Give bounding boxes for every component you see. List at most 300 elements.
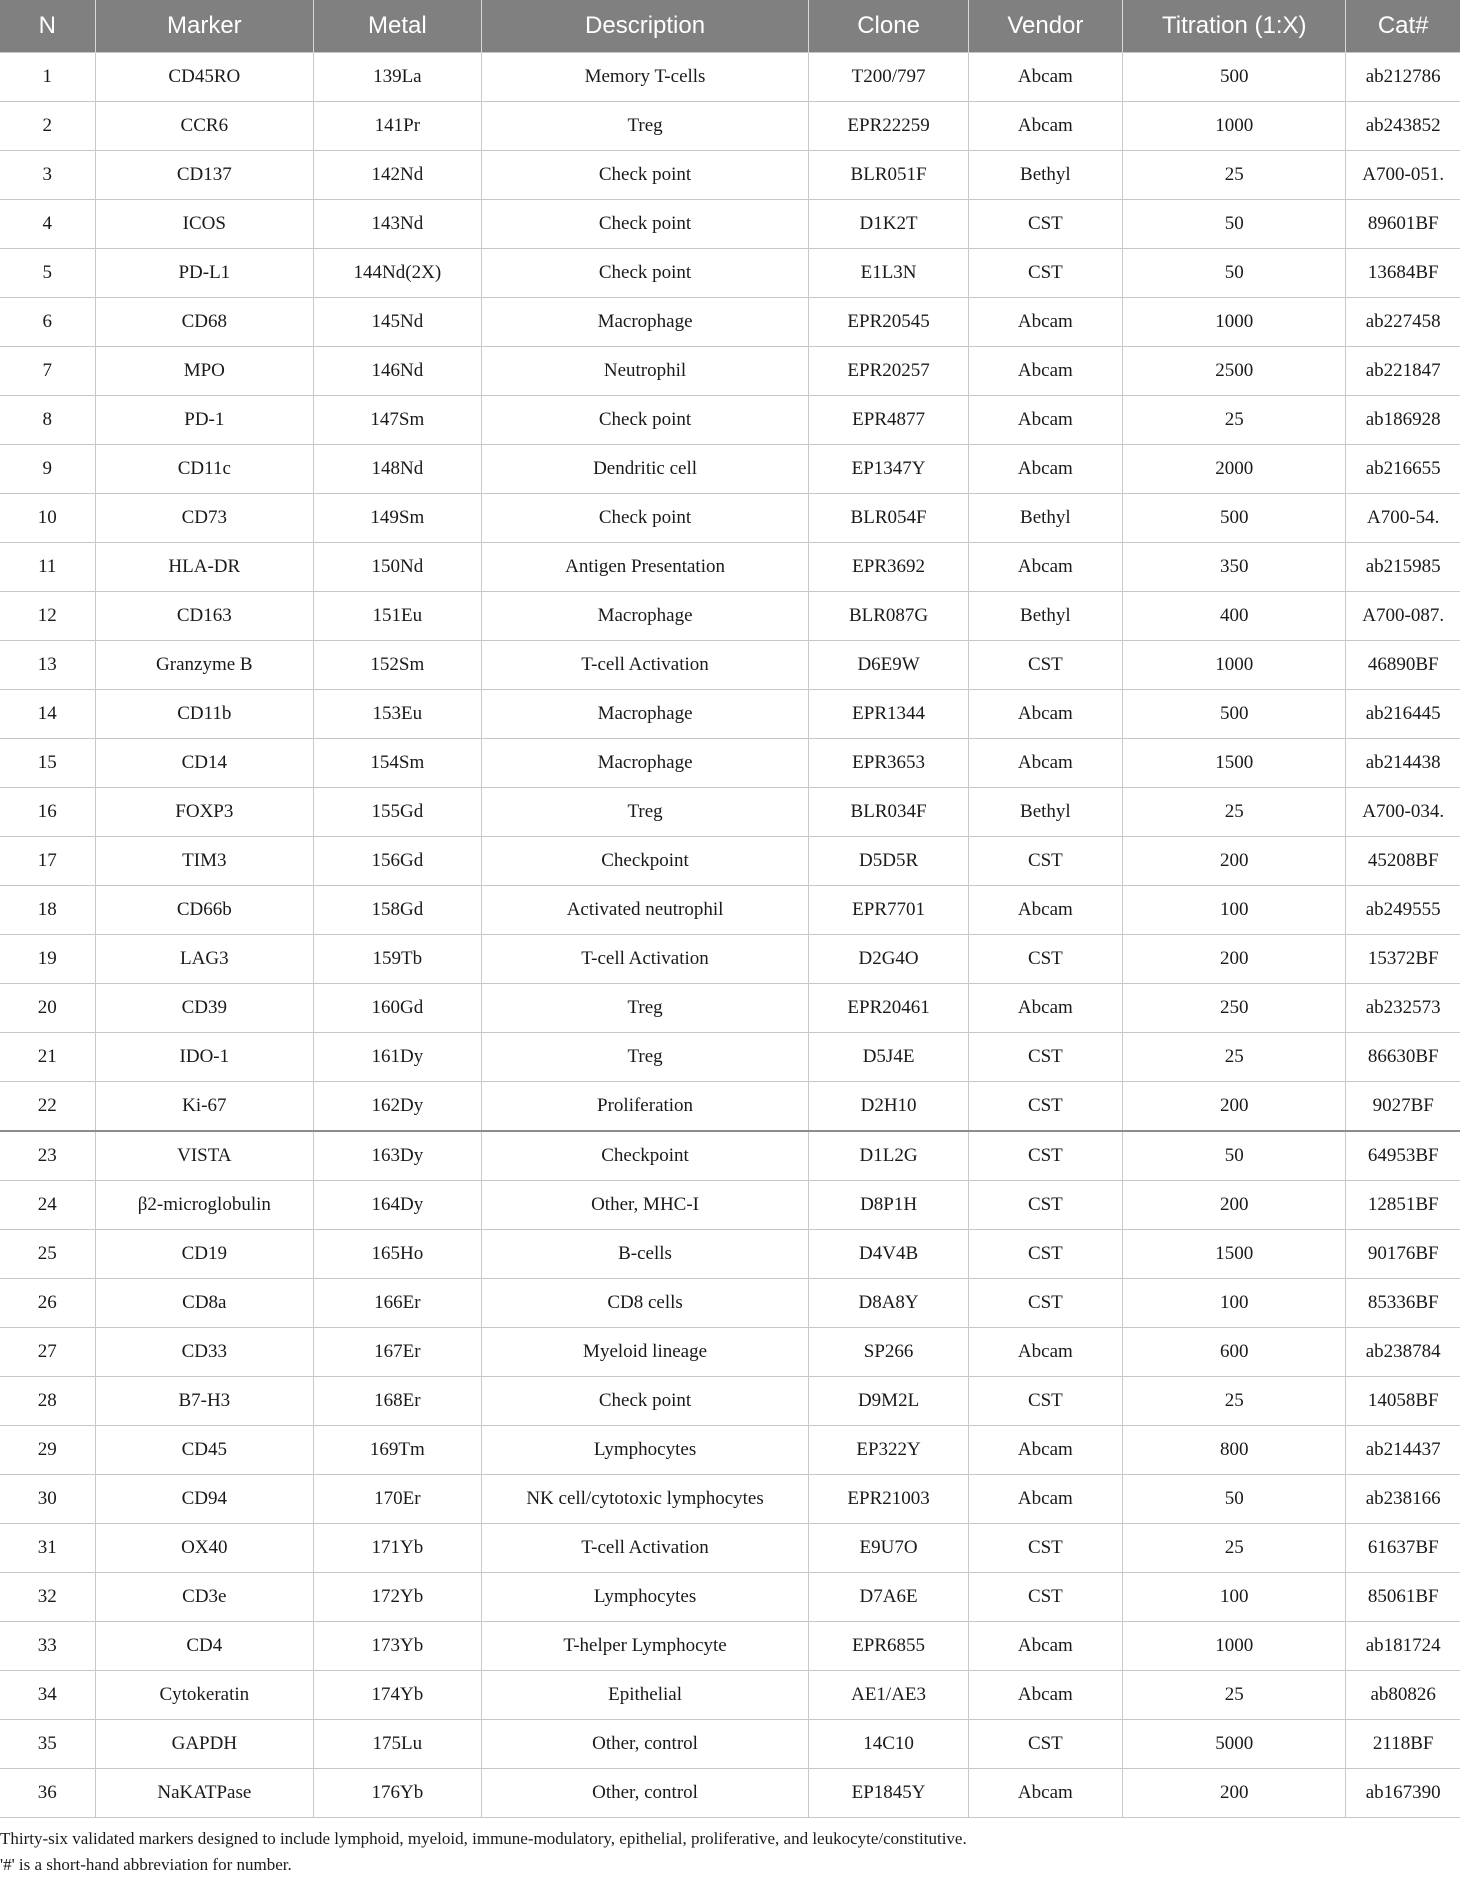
cell-clone: EPR4877 bbox=[809, 396, 968, 445]
cell-clone: D8P1H bbox=[809, 1181, 968, 1230]
cell-marker: IDO-1 bbox=[95, 1033, 314, 1082]
cell-clone: D5J4E bbox=[809, 1033, 968, 1082]
cell-description: Macrophage bbox=[481, 298, 809, 347]
cell-metal: 164Dy bbox=[314, 1181, 482, 1230]
cell-titration: 250 bbox=[1123, 984, 1346, 1033]
column-header-cat: Cat# bbox=[1346, 0, 1460, 53]
table-row bbox=[0, 543, 1460, 592]
cell-description: Antigen Presentation bbox=[481, 543, 809, 592]
table-row bbox=[0, 1573, 1460, 1622]
cell-marker: CD137 bbox=[95, 151, 314, 200]
cell-vendor: Abcam bbox=[968, 1622, 1122, 1671]
table-row bbox=[0, 102, 1460, 151]
cell-marker: CCR6 bbox=[95, 102, 314, 151]
cell-n: 10 bbox=[0, 494, 95, 543]
cell-n: 28 bbox=[0, 1377, 95, 1426]
cell-clone: BLR054F bbox=[809, 494, 968, 543]
cell-cat: A700-087. bbox=[1346, 592, 1460, 641]
cell-description: Check point bbox=[481, 494, 809, 543]
cell-vendor: Abcam bbox=[968, 1769, 1122, 1818]
cell-n: 22 bbox=[0, 1082, 95, 1132]
cell-metal: 155Gd bbox=[314, 788, 482, 837]
cell-vendor: Abcam bbox=[968, 347, 1122, 396]
cell-n: 34 bbox=[0, 1671, 95, 1720]
table-row bbox=[0, 592, 1460, 641]
cell-vendor: Bethyl bbox=[968, 788, 1122, 837]
cell-marker: PD-1 bbox=[95, 396, 314, 445]
cell-description: Treg bbox=[481, 788, 809, 837]
table-row bbox=[0, 1720, 1460, 1769]
cell-marker: CD45RO bbox=[95, 53, 314, 102]
cell-description: Lymphocytes bbox=[481, 1426, 809, 1475]
cell-cat: ab238166 bbox=[1346, 1475, 1460, 1524]
table-row bbox=[0, 200, 1460, 249]
cell-titration: 100 bbox=[1123, 886, 1346, 935]
cell-vendor: Abcam bbox=[968, 1426, 1122, 1475]
cell-n: 33 bbox=[0, 1622, 95, 1671]
cell-description: Checkpoint bbox=[481, 1131, 809, 1181]
table-row bbox=[0, 739, 1460, 788]
cell-metal: 171Yb bbox=[314, 1524, 482, 1573]
cell-description: T-helper Lymphocyte bbox=[481, 1622, 809, 1671]
cell-titration: 25 bbox=[1123, 1524, 1346, 1573]
cell-marker: CD19 bbox=[95, 1230, 314, 1279]
cell-metal: 153Eu bbox=[314, 690, 482, 739]
cell-titration: 200 bbox=[1123, 1181, 1346, 1230]
cell-marker: MPO bbox=[95, 347, 314, 396]
cell-cat: ab221847 bbox=[1346, 347, 1460, 396]
table-footnotes bbox=[0, 1818, 1460, 1878]
cell-description: Macrophage bbox=[481, 690, 809, 739]
cell-vendor: CST bbox=[968, 837, 1122, 886]
cell-clone: EP1845Y bbox=[809, 1769, 968, 1818]
cell-metal: 139La bbox=[314, 53, 482, 102]
cell-clone: BLR034F bbox=[809, 788, 968, 837]
cell-titration: 500 bbox=[1123, 53, 1346, 102]
table-row bbox=[0, 1033, 1460, 1082]
cell-marker: CD33 bbox=[95, 1328, 314, 1377]
cell-description: T-cell Activation bbox=[481, 1524, 809, 1573]
cell-marker: CD8a bbox=[95, 1279, 314, 1328]
cell-cat: 14058BF bbox=[1346, 1377, 1460, 1426]
table-row bbox=[0, 347, 1460, 396]
cell-description: Check point bbox=[481, 151, 809, 200]
cell-marker: CD66b bbox=[95, 886, 314, 935]
cell-n: 12 bbox=[0, 592, 95, 641]
cell-cat: ab80826 bbox=[1346, 1671, 1460, 1720]
cell-clone: D1K2T bbox=[809, 200, 968, 249]
cell-marker: CD11b bbox=[95, 690, 314, 739]
cell-vendor: Abcam bbox=[968, 1671, 1122, 1720]
cell-marker: CD14 bbox=[95, 739, 314, 788]
cell-cat: ab249555 bbox=[1346, 886, 1460, 935]
cell-metal: 146Nd bbox=[314, 347, 482, 396]
cell-marker: OX40 bbox=[95, 1524, 314, 1573]
cell-cat: 13684BF bbox=[1346, 249, 1460, 298]
table-row bbox=[0, 641, 1460, 690]
cell-n: 9 bbox=[0, 445, 95, 494]
table-row bbox=[0, 1671, 1460, 1720]
cell-clone: AE1/AE3 bbox=[809, 1671, 968, 1720]
footnote-abbreviation: '#' is a short-hand abbreviation for number. bbox=[0, 1855, 292, 1874]
cell-metal: 152Sm bbox=[314, 641, 482, 690]
cell-marker: CD39 bbox=[95, 984, 314, 1033]
cell-vendor: Abcam bbox=[968, 445, 1122, 494]
table-row bbox=[0, 690, 1460, 739]
table-row bbox=[0, 445, 1460, 494]
table-row bbox=[0, 984, 1460, 1033]
cell-cat: ab216655 bbox=[1346, 445, 1460, 494]
cell-metal: 150Nd bbox=[314, 543, 482, 592]
cell-metal: 169Tm bbox=[314, 1426, 482, 1475]
cell-titration: 25 bbox=[1123, 1377, 1346, 1426]
cell-marker: CD94 bbox=[95, 1475, 314, 1524]
cell-vendor: Abcam bbox=[968, 1328, 1122, 1377]
cell-marker: CD3e bbox=[95, 1573, 314, 1622]
cell-description: Treg bbox=[481, 984, 809, 1033]
cell-clone: EP322Y bbox=[809, 1426, 968, 1475]
cell-vendor: Bethyl bbox=[968, 494, 1122, 543]
cell-metal: 161Dy bbox=[314, 1033, 482, 1082]
cell-description: Myeloid lineage bbox=[481, 1328, 809, 1377]
cell-n: 4 bbox=[0, 200, 95, 249]
cell-metal: 154Sm bbox=[314, 739, 482, 788]
cell-marker: B7-H3 bbox=[95, 1377, 314, 1426]
cell-cat: ab215985 bbox=[1346, 543, 1460, 592]
cell-cat: ab214438 bbox=[1346, 739, 1460, 788]
cell-marker: CD4 bbox=[95, 1622, 314, 1671]
table-row bbox=[0, 1769, 1460, 1818]
cell-clone: EPR1344 bbox=[809, 690, 968, 739]
cell-cat: ab232573 bbox=[1346, 984, 1460, 1033]
cell-clone: 14C10 bbox=[809, 1720, 968, 1769]
cell-description: Lymphocytes bbox=[481, 1573, 809, 1622]
table-row bbox=[0, 494, 1460, 543]
cell-titration: 800 bbox=[1123, 1426, 1346, 1475]
cell-clone: EPR21003 bbox=[809, 1475, 968, 1524]
cell-metal: 167Er bbox=[314, 1328, 482, 1377]
cell-cat: 15372BF bbox=[1346, 935, 1460, 984]
cell-clone: E9U7O bbox=[809, 1524, 968, 1573]
cell-clone: EPR22259 bbox=[809, 102, 968, 151]
cell-marker: ICOS bbox=[95, 200, 314, 249]
cell-description: Check point bbox=[481, 249, 809, 298]
cell-n: 35 bbox=[0, 1720, 95, 1769]
cell-metal: 170Er bbox=[314, 1475, 482, 1524]
cell-titration: 1000 bbox=[1123, 1622, 1346, 1671]
cell-n: 21 bbox=[0, 1033, 95, 1082]
cell-clone: EPR3692 bbox=[809, 543, 968, 592]
cell-n: 30 bbox=[0, 1475, 95, 1524]
cell-marker: PD-L1 bbox=[95, 249, 314, 298]
cell-titration: 2000 bbox=[1123, 445, 1346, 494]
table-row bbox=[0, 396, 1460, 445]
table-row bbox=[0, 1524, 1460, 1573]
cell-cat: 12851BF bbox=[1346, 1181, 1460, 1230]
cell-titration: 400 bbox=[1123, 592, 1346, 641]
cell-metal: 173Yb bbox=[314, 1622, 482, 1671]
cell-marker: CD73 bbox=[95, 494, 314, 543]
cell-titration: 50 bbox=[1123, 200, 1346, 249]
cell-titration: 25 bbox=[1123, 1671, 1346, 1720]
cell-titration: 500 bbox=[1123, 494, 1346, 543]
cell-vendor: CST bbox=[968, 1377, 1122, 1426]
cell-n: 18 bbox=[0, 886, 95, 935]
table-row bbox=[0, 1377, 1460, 1426]
cell-cat: ab212786 bbox=[1346, 53, 1460, 102]
cell-titration: 2500 bbox=[1123, 347, 1346, 396]
cell-vendor: CST bbox=[968, 1033, 1122, 1082]
cell-vendor: Abcam bbox=[968, 543, 1122, 592]
cell-vendor: Abcam bbox=[968, 298, 1122, 347]
column-header-metal: Metal bbox=[314, 0, 482, 53]
cell-cat: 64953BF bbox=[1346, 1131, 1460, 1181]
cell-metal: 142Nd bbox=[314, 151, 482, 200]
cell-description: Check point bbox=[481, 396, 809, 445]
cell-n: 7 bbox=[0, 347, 95, 396]
cell-cat: ab167390 bbox=[1346, 1769, 1460, 1818]
cell-vendor: CST bbox=[968, 1181, 1122, 1230]
cell-titration: 25 bbox=[1123, 151, 1346, 200]
cell-titration: 100 bbox=[1123, 1279, 1346, 1328]
cell-description: Epithelial bbox=[481, 1671, 809, 1720]
cell-marker: β2-microglobulin bbox=[95, 1181, 314, 1230]
cell-cat: ab214437 bbox=[1346, 1426, 1460, 1475]
cell-metal: 172Yb bbox=[314, 1573, 482, 1622]
cell-cat: 85336BF bbox=[1346, 1279, 1460, 1328]
table-row bbox=[0, 1131, 1460, 1181]
cell-titration: 200 bbox=[1123, 837, 1346, 886]
cell-n: 15 bbox=[0, 739, 95, 788]
cell-titration: 200 bbox=[1123, 935, 1346, 984]
cell-clone: EPR6855 bbox=[809, 1622, 968, 1671]
cell-titration: 5000 bbox=[1123, 1720, 1346, 1769]
cell-clone: D7A6E bbox=[809, 1573, 968, 1622]
cell-description: CD8 cells bbox=[481, 1279, 809, 1328]
cell-marker: Ki-67 bbox=[95, 1082, 314, 1132]
cell-marker: FOXP3 bbox=[95, 788, 314, 837]
cell-vendor: Abcam bbox=[968, 1475, 1122, 1524]
cell-clone: D9M2L bbox=[809, 1377, 968, 1426]
table-row bbox=[0, 151, 1460, 200]
cell-vendor: Abcam bbox=[968, 53, 1122, 102]
cell-description: Macrophage bbox=[481, 592, 809, 641]
table-row bbox=[0, 298, 1460, 347]
cell-vendor: CST bbox=[968, 1524, 1122, 1573]
cell-description: Other, control bbox=[481, 1720, 809, 1769]
cell-metal: 174Yb bbox=[314, 1671, 482, 1720]
table-row bbox=[0, 935, 1460, 984]
cell-vendor: CST bbox=[968, 1573, 1122, 1622]
column-header-n: N bbox=[0, 0, 95, 53]
cell-clone: BLR087G bbox=[809, 592, 968, 641]
cell-cat: ab227458 bbox=[1346, 298, 1460, 347]
cell-titration: 100 bbox=[1123, 1573, 1346, 1622]
cell-cat: ab181724 bbox=[1346, 1622, 1460, 1671]
cell-n: 27 bbox=[0, 1328, 95, 1377]
cell-metal: 143Nd bbox=[314, 200, 482, 249]
header-row bbox=[0, 0, 1460, 53]
cell-metal: 160Gd bbox=[314, 984, 482, 1033]
cell-vendor: CST bbox=[968, 1230, 1122, 1279]
cell-metal: 165Ho bbox=[314, 1230, 482, 1279]
cell-marker: GAPDH bbox=[95, 1720, 314, 1769]
column-header-marker: Marker bbox=[95, 0, 314, 53]
column-header-clone: Clone bbox=[809, 0, 968, 53]
cell-description: Proliferation bbox=[481, 1082, 809, 1132]
cell-description: Treg bbox=[481, 1033, 809, 1082]
cell-n: 36 bbox=[0, 1769, 95, 1818]
cell-marker: HLA-DR bbox=[95, 543, 314, 592]
cell-n: 13 bbox=[0, 641, 95, 690]
cell-metal: 149Sm bbox=[314, 494, 482, 543]
cell-titration: 1500 bbox=[1123, 739, 1346, 788]
cell-description: B-cells bbox=[481, 1230, 809, 1279]
cell-metal: 163Dy bbox=[314, 1131, 482, 1181]
cell-clone: D1L2G bbox=[809, 1131, 968, 1181]
cell-titration: 50 bbox=[1123, 1131, 1346, 1181]
cell-titration: 1000 bbox=[1123, 102, 1346, 151]
cell-marker: TIM3 bbox=[95, 837, 314, 886]
cell-cat: 90176BF bbox=[1346, 1230, 1460, 1279]
cell-vendor: CST bbox=[968, 641, 1122, 690]
cell-titration: 1000 bbox=[1123, 298, 1346, 347]
cell-n: 20 bbox=[0, 984, 95, 1033]
cell-titration: 25 bbox=[1123, 1033, 1346, 1082]
cell-n: 2 bbox=[0, 102, 95, 151]
cell-n: 1 bbox=[0, 53, 95, 102]
cell-clone: EPR3653 bbox=[809, 739, 968, 788]
cell-n: 3 bbox=[0, 151, 95, 200]
cell-description: NK cell/cytotoxic lymphocytes bbox=[481, 1475, 809, 1524]
cell-cat: A700-54. bbox=[1346, 494, 1460, 543]
cell-cat: ab238784 bbox=[1346, 1328, 1460, 1377]
cell-titration: 350 bbox=[1123, 543, 1346, 592]
cell-n: 32 bbox=[0, 1573, 95, 1622]
cell-metal: 159Tb bbox=[314, 935, 482, 984]
cell-titration: 1000 bbox=[1123, 641, 1346, 690]
cell-description: Other, MHC-I bbox=[481, 1181, 809, 1230]
table-row bbox=[0, 53, 1460, 102]
cell-metal: 145Nd bbox=[314, 298, 482, 347]
cell-cat: 45208BF bbox=[1346, 837, 1460, 886]
cell-vendor: CST bbox=[968, 249, 1122, 298]
table-row bbox=[0, 1426, 1460, 1475]
cell-clone: E1L3N bbox=[809, 249, 968, 298]
cell-vendor: Bethyl bbox=[968, 151, 1122, 200]
cell-metal: 166Er bbox=[314, 1279, 482, 1328]
cell-vendor: CST bbox=[968, 1082, 1122, 1132]
footnote-description: Thirty-six validated markers designed to include lymphoid, myeloid, immune-modulatory, epithelial, proliferative, and leukocyte/constitutive. bbox=[0, 1829, 967, 1848]
cell-cat: 86630BF bbox=[1346, 1033, 1460, 1082]
cell-clone: BLR051F bbox=[809, 151, 968, 200]
cell-metal: 176Yb bbox=[314, 1769, 482, 1818]
cell-vendor: Abcam bbox=[968, 739, 1122, 788]
table-body bbox=[0, 53, 1460, 1818]
cell-vendor: Abcam bbox=[968, 886, 1122, 935]
cell-n: 25 bbox=[0, 1230, 95, 1279]
cell-marker: CD45 bbox=[95, 1426, 314, 1475]
table-row bbox=[0, 1230, 1460, 1279]
table-row bbox=[0, 1082, 1460, 1132]
cell-metal: 162Dy bbox=[314, 1082, 482, 1132]
cell-metal: 144Nd(2X) bbox=[314, 249, 482, 298]
cell-clone: EPR20461 bbox=[809, 984, 968, 1033]
cell-metal: 147Sm bbox=[314, 396, 482, 445]
cell-cat: ab186928 bbox=[1346, 396, 1460, 445]
cell-description: T-cell Activation bbox=[481, 641, 809, 690]
cell-marker: NaKATPase bbox=[95, 1769, 314, 1818]
cell-titration: 25 bbox=[1123, 788, 1346, 837]
cell-cat: 85061BF bbox=[1346, 1573, 1460, 1622]
cell-titration: 200 bbox=[1123, 1082, 1346, 1132]
cell-metal: 156Gd bbox=[314, 837, 482, 886]
cell-marker: Granzyme B bbox=[95, 641, 314, 690]
column-header-description: Description bbox=[481, 0, 809, 53]
table-row bbox=[0, 1328, 1460, 1377]
cell-marker: Cytokeratin bbox=[95, 1671, 314, 1720]
cell-description: Checkpoint bbox=[481, 837, 809, 886]
table-row bbox=[0, 1622, 1460, 1671]
table-row bbox=[0, 1279, 1460, 1328]
cell-clone: EPR20545 bbox=[809, 298, 968, 347]
cell-cat: 46890BF bbox=[1346, 641, 1460, 690]
cell-vendor: Abcam bbox=[968, 396, 1122, 445]
cell-cat: 2118BF bbox=[1346, 1720, 1460, 1769]
cell-n: 19 bbox=[0, 935, 95, 984]
cell-cat: A700-051. bbox=[1346, 151, 1460, 200]
cell-metal: 168Er bbox=[314, 1377, 482, 1426]
cell-description: Treg bbox=[481, 102, 809, 151]
cell-metal: 158Gd bbox=[314, 886, 482, 935]
table-row bbox=[0, 837, 1460, 886]
cell-titration: 600 bbox=[1123, 1328, 1346, 1377]
cell-n: 17 bbox=[0, 837, 95, 886]
cell-clone: D2H10 bbox=[809, 1082, 968, 1132]
cell-description: Dendritic cell bbox=[481, 445, 809, 494]
cell-cat: ab216445 bbox=[1346, 690, 1460, 739]
cell-n: 16 bbox=[0, 788, 95, 837]
table-row bbox=[0, 1475, 1460, 1524]
cell-description: Other, control bbox=[481, 1769, 809, 1818]
cell-n: 8 bbox=[0, 396, 95, 445]
cell-clone: D5D5R bbox=[809, 837, 968, 886]
cell-vendor: Abcam bbox=[968, 102, 1122, 151]
cell-titration: 25 bbox=[1123, 396, 1346, 445]
cell-clone: D2G4O bbox=[809, 935, 968, 984]
cell-cat: A700-034. bbox=[1346, 788, 1460, 837]
cell-marker: CD68 bbox=[95, 298, 314, 347]
cell-n: 29 bbox=[0, 1426, 95, 1475]
column-header-vendor: Vendor bbox=[968, 0, 1122, 53]
table-row bbox=[0, 886, 1460, 935]
cell-description: Memory T-cells bbox=[481, 53, 809, 102]
cell-marker: CD11c bbox=[95, 445, 314, 494]
cell-marker: VISTA bbox=[95, 1131, 314, 1181]
cell-vendor: CST bbox=[968, 1720, 1122, 1769]
cell-metal: 141Pr bbox=[314, 102, 482, 151]
cell-description: Check point bbox=[481, 1377, 809, 1426]
cell-clone: EPR7701 bbox=[809, 886, 968, 935]
cell-marker: LAG3 bbox=[95, 935, 314, 984]
table-row bbox=[0, 1181, 1460, 1230]
cell-titration: 200 bbox=[1123, 1769, 1346, 1818]
table-row bbox=[0, 788, 1460, 837]
cell-description: Check point bbox=[481, 200, 809, 249]
cell-titration: 1500 bbox=[1123, 1230, 1346, 1279]
cell-cat: ab243852 bbox=[1346, 102, 1460, 151]
cell-marker: CD163 bbox=[95, 592, 314, 641]
